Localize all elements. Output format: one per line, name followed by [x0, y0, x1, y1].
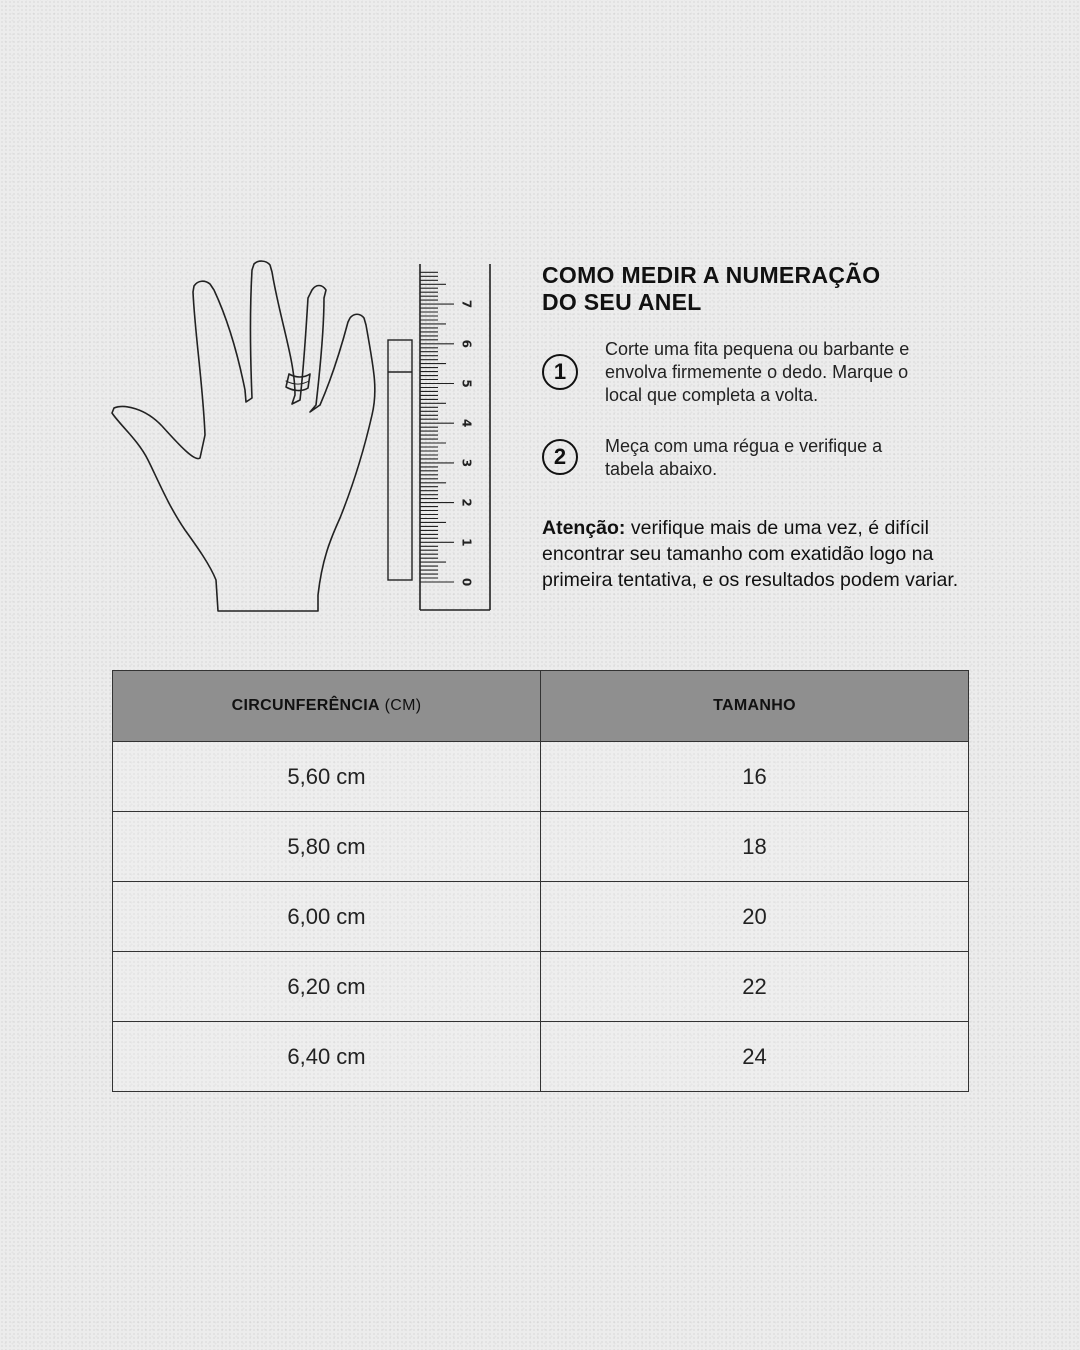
size-cell: 16 [541, 742, 969, 812]
attention-label: Atenção: [542, 517, 626, 539]
size-cell: 22 [541, 952, 969, 1022]
header-size: TAMANHO [541, 671, 969, 742]
ring-size-table [112, 670, 969, 1092]
step-1-number-badge: 1 [542, 354, 578, 390]
size-cell: 20 [541, 882, 969, 952]
attention-note [542, 515, 982, 593]
circumference-cell: 5,60 cm [113, 742, 541, 812]
table-header-row [113, 671, 969, 742]
table-row [113, 742, 969, 812]
attention-text: verifique mais de uma vez, é difícil encontrar seu tamanho com exatidão logo na primeira tentativa, e os resultados podem variar. [542, 517, 959, 591]
ruler-number: 5 [459, 379, 474, 388]
table-row [113, 882, 969, 952]
header-circumference-label: CIRCUNFERÊNCIA [231, 697, 380, 714]
table-row [113, 952, 969, 1022]
header-circumference [113, 671, 541, 742]
step-2 [542, 435, 935, 481]
paper-strip [388, 340, 412, 580]
step-1 [542, 338, 935, 407]
ruler-number: 7 [459, 299, 474, 309]
ruler-number: 6 [459, 339, 474, 348]
step-1-text: Corte uma fita pequena ou barbante e envolva firmemente o dedo. Marque o local que completa a volta. [605, 339, 910, 405]
step-2-number-badge: 2 [542, 439, 578, 475]
ruler-number: 3 [459, 458, 474, 468]
table-row [113, 812, 969, 882]
table-row [113, 1022, 969, 1092]
circumference-cell: 6,00 cm [113, 882, 541, 952]
ruler-icon [420, 264, 490, 610]
hand-and-ruler-illustration [100, 250, 510, 625]
header-circumference-unit: (CM) [379, 697, 422, 714]
hand-icon [112, 261, 375, 611]
circumference-cell: 6,20 cm [113, 952, 541, 1022]
ruler-number: 4 [459, 419, 474, 428]
ruler-number: 2 [459, 498, 474, 507]
page-title [542, 262, 880, 316]
size-cell: 24 [541, 1022, 969, 1092]
ruler-number: 1 [459, 538, 474, 547]
circumference-cell: 6,40 cm [113, 1022, 541, 1092]
page-title-line-1: COMO MEDIR A NUMERAÇÃO [542, 262, 881, 288]
size-cell: 18 [541, 812, 969, 882]
circumference-cell: 5,80 cm [113, 812, 541, 882]
ruler-number: 0 [459, 577, 474, 587]
page-title-line-2: DO SEU ANEL [542, 289, 702, 315]
step-2-text: Meça com uma régua e verifique a tabela abaixo. [605, 436, 883, 479]
